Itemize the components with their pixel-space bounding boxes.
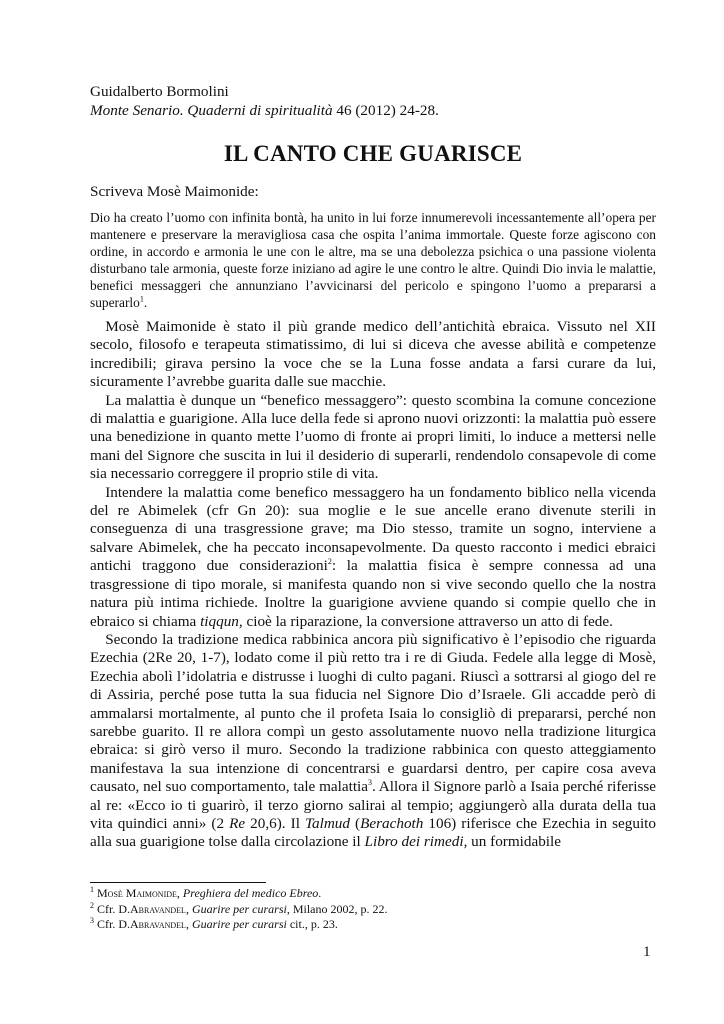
paragraph-2 [90,392,656,484]
ref-libro-dei-rimedi: Libro dei rimedi [364,833,464,851]
footnote-3-prefix: Cfr. D. [97,917,130,931]
article-title: IL CANTO CHE GUARISCE [223,141,523,166]
paragraph-4-text-b: . Allora il Signore parlò a Isaia perché riferisse al re: «Ecco io ti guarirò, il terzo giorno salirai al tempio; aggiungerò alla durata della tua vita quindici anni» (2 [90,778,657,832]
footnote-2-sep: , [185,901,192,916]
paragraph-4-text-d: ( [349,814,361,832]
footnote-3-rest: cit., p. 23. [286,917,338,931]
footnote-1-author: Mosè Maimonide [97,886,177,900]
ref-re: Re [229,814,246,832]
paragraph-1-text: Mosè Maimonide è stato il più grande medico dell’antichità ebraica. Vissuto nel XII secolo, filosofo e terapeuta stimatissimo, di lui si diceva che avesse abilità e competenze incredibili; girava persino la voce che se la Luna fosse andata a farsi curare da lui, sicuramente l’avrebbe guarita dalle sue macchie. [90,318,656,391]
footnote-2-number: 2 [90,900,94,910]
block-quote [90,209,656,311]
paragraph-3 [90,484,656,631]
paragraph-4-text-f: , un formidabile [463,833,561,851]
ref-talmud: Talmud [304,814,350,832]
paragraph-1 [90,318,656,392]
footnote-3-author: Abravandel [130,917,186,931]
footnote-2-author: Abravandel [130,901,186,916]
footnote-ref-2: 2 [327,557,332,567]
footnote-1-sep: , [176,886,183,900]
paragraph-3-text-a: Intendere la malattia come benefico messaggero ha un fondamento biblico nella vicenda del re Abimelek (cfr Gn 20): sua moglie e le sue ancelle erano divenute sterili in conseguenza di una trasgressione grave; ma Dio stesso, tramite un sogno, interviene a salvare Abimelek, che ha peccato inconsapevolmente. Da questo racconto i medici ebraici antichi traggono due considerazioni [90,483,656,575]
footnote-1-work: Preghiera del medico Ebreo [182,886,319,900]
footnote-3-number: 3 [90,916,94,925]
paragraph-4 [90,631,656,852]
article-page [90,82,656,852]
footnote-2-rest: , Milano 2002, p. 22. [286,901,388,916]
footnotes [90,886,656,933]
journal-issue: 46 (2012) 24-28. [332,102,439,119]
intro-line: Scriveva Mosè Maimonide: [90,183,259,200]
journal-title: Monte Senario. Quaderni di spiritualità [90,102,333,119]
footnote-2-prefix: Cfr. D. [97,901,130,916]
paragraph-3-text-c: cioè la riparazione, la conversione attraverso un atto di fede. [242,612,613,630]
footnote-2 [90,902,656,918]
paragraph-4-text-c: 20,6). Il [245,814,305,832]
footnote-1-rest: . [318,886,322,900]
author-name: Guidalberto Bormolini [90,83,229,100]
footnote-ref-1: 1 [139,294,144,304]
footnote-3-work: Guarire per curarsi [191,917,287,931]
paragraph-2-text: La malattia è dunque un “benefico messaggero”: questo scombina la comune concezione di malattia e guarigione. Alla luce della fede si aprono nuovi orizzonti: la malattia può essere una benedizione in quanto mette l’uomo di fronte ai propri limiti, lo induce a mettersi nelle mani del Signore che suscita in lui il desiderio di superarli, rendendolo consapevole di come sia necessario correggere il proprio stile di vita. [90,391,656,483]
term-tiqqun: tiqqun, [200,612,243,630]
footnote-separator [90,882,266,883]
footnote-1-number: 1 [90,885,94,894]
source-citation [90,101,656,120]
paragraph-3-text-b: : la malattia fisica è sempre connessa ad una trasgressione di tipo morale, si manifesta quando non si vive secondo quello che la nostra natura più intima richiede. Inoltre la guarigione avviene quando si compie quello che in ebraico si chiama [90,557,656,630]
paragraph-4-text-e: 106) riferisce che Ezechia in seguito alla sua guarigione tolse dalla circolazione il [90,814,656,851]
footnote-ref-3: 3 [368,778,373,788]
footnote-1 [90,886,656,902]
quote-text: Dio ha creato l’uomo con infinita bontà, ha unito in lui forze innumerevoli incessantemente all’opera per mantenere e preservare la meravigliosa casa che ospita l’anima immortale. Queste forze agiscono con ordine, in accordo e armonia le une con le altre, ma se una debolezza psichica o una passione violenta disturbano tale armonia, queste forze iniziano ad agire le une contro le altre. Quindi Dio invia le malattie, benefici messaggeri che annunziano l’avvicinarsi del pericolo e spingono l’uomo a prepararsi a superarlo [90,210,656,310]
paragraph-4-text-a: Secondo la tradizione medica rabbinica ancora più significativo è l’episodio che riguarda Ezechia (2Re 20, 1-7), lodato come il più retto tra i re di Giuda. Fedele alla legge di Mosè, Ezechia abolì l’idolatria e distrusse i luoghi di culto pagani. Riuscì a sottrarsi al giogo del re di Assiria, perché pose tutta la sua fiducia nel Signore Dio d’Israele. Gli accadde però di ammalarsi mortalmente, al punto che il profeta Isaia lo consigliò di prepararsi, perché non sarebbe guarito. Il re allora compì un gesto assolutamente nuovo nella tradizione liturgica ebraica: si girò verso il muro. Secondo la tradizione rabbinica con questo atteggiamento manifestava la sua intenzione di concentrarsi e guardarsi dentro, per capire cosa aveva causato, nel suo comportamento, tale malattia [90,630,656,796]
footnote-3 [90,917,656,933]
page-number: 1 [643,943,651,960]
quote-end: . [143,295,148,310]
article-body [90,318,656,852]
ref-berachoth: Berachoth [360,814,424,832]
footnote-3-sep: , [185,917,192,931]
footnote-2-work: Guarire per curarsi [191,901,287,916]
